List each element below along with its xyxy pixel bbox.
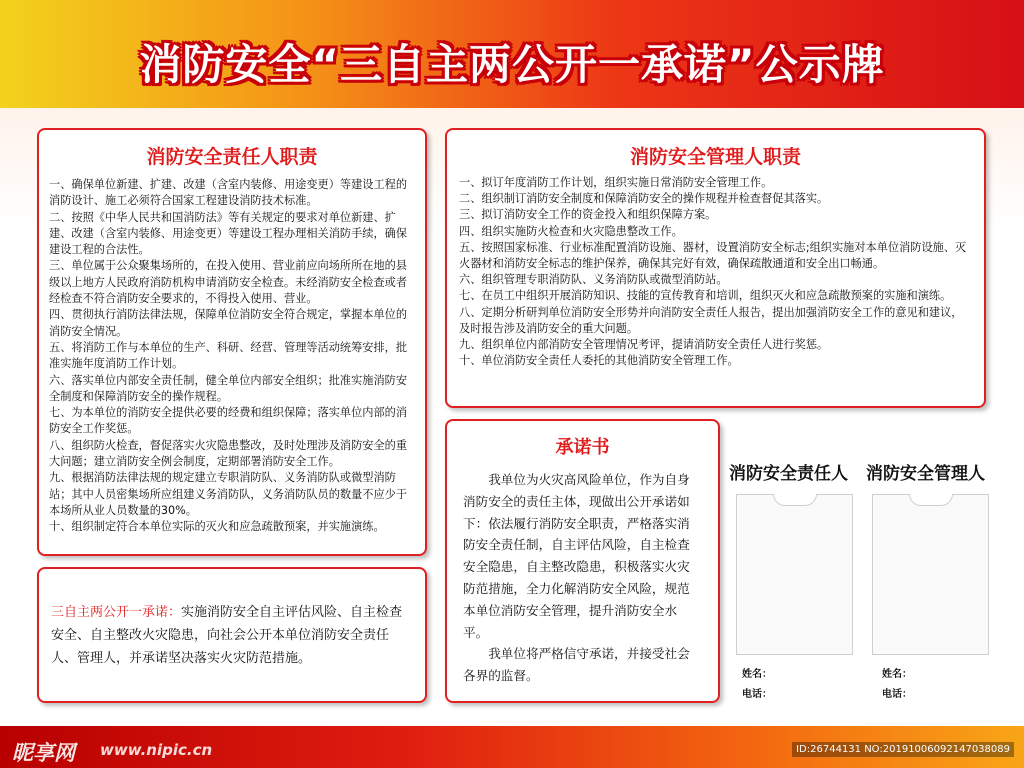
duty-item: 五、将消防工作与本单位的生产、科研、经营、管理等活动统筹安排，批准实施年度消防工作计划。: [49, 340, 408, 371]
manager-info: [882, 665, 912, 705]
duty-item: 六、组织管理专职消防队、义务消防队或微型消防站。: [459, 273, 728, 287]
duty-item: 七、为本单位的消防安全提供必要的经费和组织保障；落实单位内部的消防安全工作奖惩。: [49, 406, 408, 436]
duty-item: 十、组织制定符合本单位实际的灭火和应急疏散预案，并实施演练。: [49, 520, 385, 534]
manager-duties-list: [447, 169, 984, 369]
frame-notch: [773, 494, 817, 506]
duty-item: 八、组织防火检查，督促落实火灾隐患整改，及时处理涉及消防安全的重大问题；建立消防安全例会制度，定期部署消防安全工作。: [49, 438, 408, 469]
duty-item: 三、拟订消防安全工作的资金投入和组织保障方案。: [459, 208, 717, 222]
name-label: 姓名：: [882, 669, 912, 680]
manager-duties-panel: [445, 128, 986, 408]
duty-item: 九、根据消防法律法规的规定建立专职消防队、义务消防队或微型消防站；其中人员密集场所应组建义务消防队，义务消防队员的数量不应少于本场所从业人员数量的30%。: [49, 471, 408, 517]
pledge-text: [447, 459, 718, 687]
duty-item: 十、单位消防安全责任人委托的其他消防安全管理工作。: [459, 354, 739, 368]
duty-item: 九、组织单位内部消防安全管理情况考评，提请消防安全责任人进行奖惩。: [459, 338, 829, 352]
watermark-id: ID:26744131 NO:20191006092147038089: [792, 742, 1014, 757]
phone-label: 电话：: [882, 689, 912, 700]
name-label: 姓名：: [742, 669, 772, 680]
duty-item: 三、单位属于公众聚集场所的，在投入使用、营业前应向场所所在地的县级以上地方人民政府消防机构申请消防安全检查。未经消防安全检查或者经检查不符合消防安全要求的，不得投入使用、营业。: [49, 259, 408, 306]
responsible-photo-frame: [736, 494, 853, 655]
page-title: 消防安全“三自主两公开一承诺”公示牌: [139, 40, 885, 89]
responsible-info: [742, 665, 772, 705]
responsible-photo-label: 消防安全责任人: [729, 464, 848, 484]
responsible-duties-title: 消防安全责任人职责: [146, 146, 318, 168]
manager-photo-label: 消防安全管理人: [866, 464, 985, 484]
duty-item: 六、落实单位内部安全责任制，健全单位内部安全组织；批准实施消防安全制度和保障消防安全的操作规程。: [49, 373, 408, 403]
watermark-logo: 昵享网: [12, 741, 75, 765]
pledge-paragraph: 我单位为火灾高风险单位，作为自身消防安全的责任主体，现做出公开承诺如下：依法履行消防安全职责，严格落实消防安全责任制，自主评估风险，自主检查安全隐患，自主整改隐患，积极落实火灾防范措施，全力化解消防安全风险，规范本单位消防安全管理，提升消防安全水平。: [463, 472, 690, 640]
responsible-duties-panel: [37, 128, 427, 556]
pledge-panel: [445, 419, 720, 703]
duty-item: 四、组织实施防火检查和火灾隐患整改工作。: [459, 224, 683, 238]
duty-item: 八、定期分析研判单位消防安全形势并向消防安全责任人报告，提出加强消防安全工作的意见和建议，及时报告涉及消防安全的重大问题。: [459, 305, 963, 335]
duty-item: 四、贯彻执行消防法律法规，保障单位消防安全符合规定，掌握本单位的消防安全情况。: [49, 308, 408, 338]
duty-item: 一、确保单位新建、扩建、改建（含室内装修、用途变更）等建设工程的消防设计、施工必须符合国家工程建设消防技术标准。: [49, 178, 408, 208]
commitment-lead: 三自主两公开一承诺：: [51, 605, 182, 620]
manager-duties-title: 消防安全管理人职责: [629, 146, 801, 168]
duty-item: 五、按照国家标准、行业标准配置消防设施、器材，设置消防安全标志;组织实施对本单位消防设施、灭火器材和消防安全标志的维护保养，确保其完好有效，确保疏散通道和安全出口畅通。: [459, 240, 967, 271]
frame-notch: [909, 494, 953, 506]
manager-photo-frame: [872, 494, 989, 655]
duty-item: 二、按照《中华人民共和国消防法》等有关规定的要求对单位新建、扩建、改建（含室内装修、用途变更）等建设工程办理相关消防手续，确保建设工程的合法性。: [49, 210, 408, 257]
responsible-duties-list: [39, 169, 425, 536]
duty-item: 一、拟订年度消防工作计划，组织实施日常消防安全管理工作。: [459, 176, 773, 189]
duty-item: 七、在员工中组织开展消防知识、技能的宣传教育和培训，组织灭火和应急疏散预案的实施和演练。: [459, 289, 952, 303]
phone-label: 电话：: [742, 689, 772, 700]
pledge-title: 承诺书: [555, 437, 610, 458]
commitment-body: 实施消防安全自主评估风险、自主检查安全、自主整改火灾隐患，向社会公开本单位消防安全责任人、管理人，并承诺坚决落实火灾防范措施。: [51, 605, 403, 666]
commitment-summary-text: [39, 569, 425, 670]
watermark-url: www.nipic.cn: [100, 741, 213, 759]
pledge-paragraph: 我单位将严格信守承诺，并接受社会各界的监督。: [463, 646, 690, 684]
commitment-summary-panel: [37, 567, 427, 703]
duty-item: 二、组织制订消防安全制度和保障消防安全的操作规程并检查督促其落实。: [459, 192, 829, 206]
